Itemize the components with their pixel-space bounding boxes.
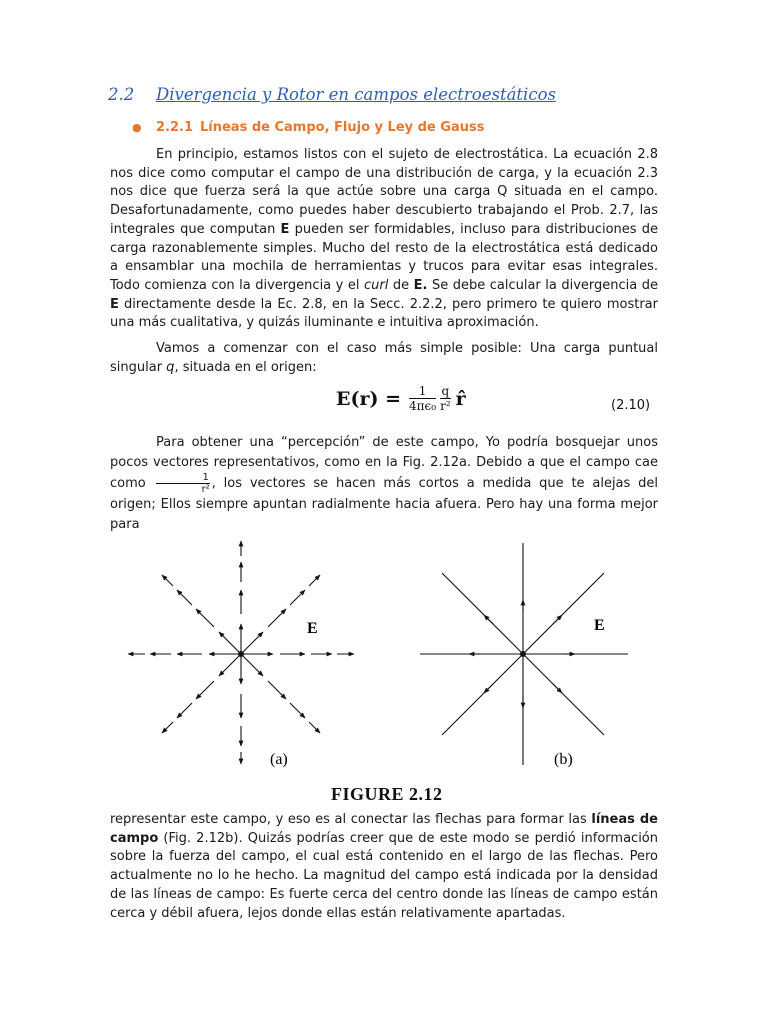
fraction-denominator: r² <box>440 399 451 413</box>
charge-q: q <box>166 359 175 375</box>
paragraph-field-lines <box>110 811 658 923</box>
subsection-heading <box>132 120 484 135</box>
text-run: directamente desde la Ec. 2.8, en la Secc. 2.2.2, pero primero te quiero mostrar una más cualitativa, y quizás iluminante e intuitiva aproximación. <box>110 296 658 331</box>
text-run: de <box>388 277 414 293</box>
figure-label-a: (a) <box>270 751 288 768</box>
unit-vector-rhat: r̂ <box>455 387 466 410</box>
text-run: representar este campo, y eso es al conectar las flechas para formar las <box>110 812 592 827</box>
vector-e: E <box>280 221 290 237</box>
paragraph-point-charge <box>110 340 658 377</box>
section-heading <box>108 85 556 104</box>
equation-number: (2.10) <box>611 398 651 413</box>
figure-label-b: (b) <box>554 751 573 768</box>
fraction-numerator: q <box>441 384 450 398</box>
paragraph-intro <box>110 146 658 333</box>
fraction-denominator: 4πϵ₀ <box>409 399 437 413</box>
fraction-numerator: 1 <box>202 472 209 483</box>
term-field-lines: líneas de campo <box>110 812 658 846</box>
fraction-constant <box>409 384 436 413</box>
text-run: , los vectores se hacen más cortos a medida que te alejas del origen; Ellos siempre apuntan radialmente hacia afuera. Pero hay una forma mejor para <box>110 476 658 532</box>
section-number: 2.2 <box>108 85 135 104</box>
text-run: En principio, estamos listos con el sujeto de electrostática. La ecuación 2.8 nos dice como computar el campo de una distribución de carga, y la ecuación 2.3 nos dice que fuerza será la que actúe sobre una carga Q situada en el campo. Desafortunadamente, como puedes haber descubierto trabajando el Prob. 2.7, las integrales que computan <box>110 147 658 237</box>
paragraph-vectors <box>110 433 658 534</box>
field-label-a: E <box>307 620 318 637</box>
subsection-title: Líneas de Campo, Flujo y Ley de Gauss <box>200 120 485 135</box>
charge-point-b <box>520 651 526 657</box>
vector-e: E. <box>413 277 428 293</box>
text-run: Vamos a comenzar con el caso más simple posible: Una carga puntual singular <box>110 341 658 375</box>
subsection-number: 2.2.1 <box>156 120 194 135</box>
text-run: Se debe calcular la divergencia de <box>427 277 658 293</box>
equation-2-10 <box>336 384 466 413</box>
curl-term: curl <box>363 277 389 293</box>
equation-lhs: E(r) = <box>336 387 402 410</box>
text-run: pueden ser formidables, incluso para distribuciones de carga razonablemente simples. Mucho del resto de la electrostática está dedicado a ensamblar una mochila de herramientas y trucos para evitar esas integrales. Todo comienza con la divergencia y el <box>110 221 658 293</box>
fraction-denominator: r² <box>201 484 210 495</box>
fraction-q-over-r2 <box>440 384 451 413</box>
charge-point-a <box>238 651 244 657</box>
vector-e: E <box>110 296 119 312</box>
fraction-one-over-r2 <box>156 472 210 495</box>
text-run: Para obtener una “percepción” de este campo, Yo podría bosquejar unos pocos vectores representativos, como en la Fig. 2.12a. Debido a que el campo cae como <box>110 435 658 491</box>
figure-2-12 <box>0 530 768 780</box>
figure-caption: FIGURE 2.12 <box>331 784 443 804</box>
text-run: , situada en el origen: <box>174 359 317 375</box>
bullet-icon: ● <box>132 121 142 134</box>
text-run: (Fig. 2.12b). Quizás podrías creer que de este modo se perdió información sobre la fuerza del campo, el cual está contenido en el largo de las flechas. Pero actualmente no lo he hecho. La magnitud del campo está indicada por la densidad de las líneas de campo: Es fuerte cerca del centro donde las líneas de campo están cerca y débil afuera, lejos donde ellas están relativamente apartadas. <box>110 830 658 921</box>
field-label-b: E <box>594 617 605 634</box>
section-title: Divergencia y Rotor en campos electroestáticos <box>156 85 556 104</box>
fraction-numerator: 1 <box>418 384 427 398</box>
